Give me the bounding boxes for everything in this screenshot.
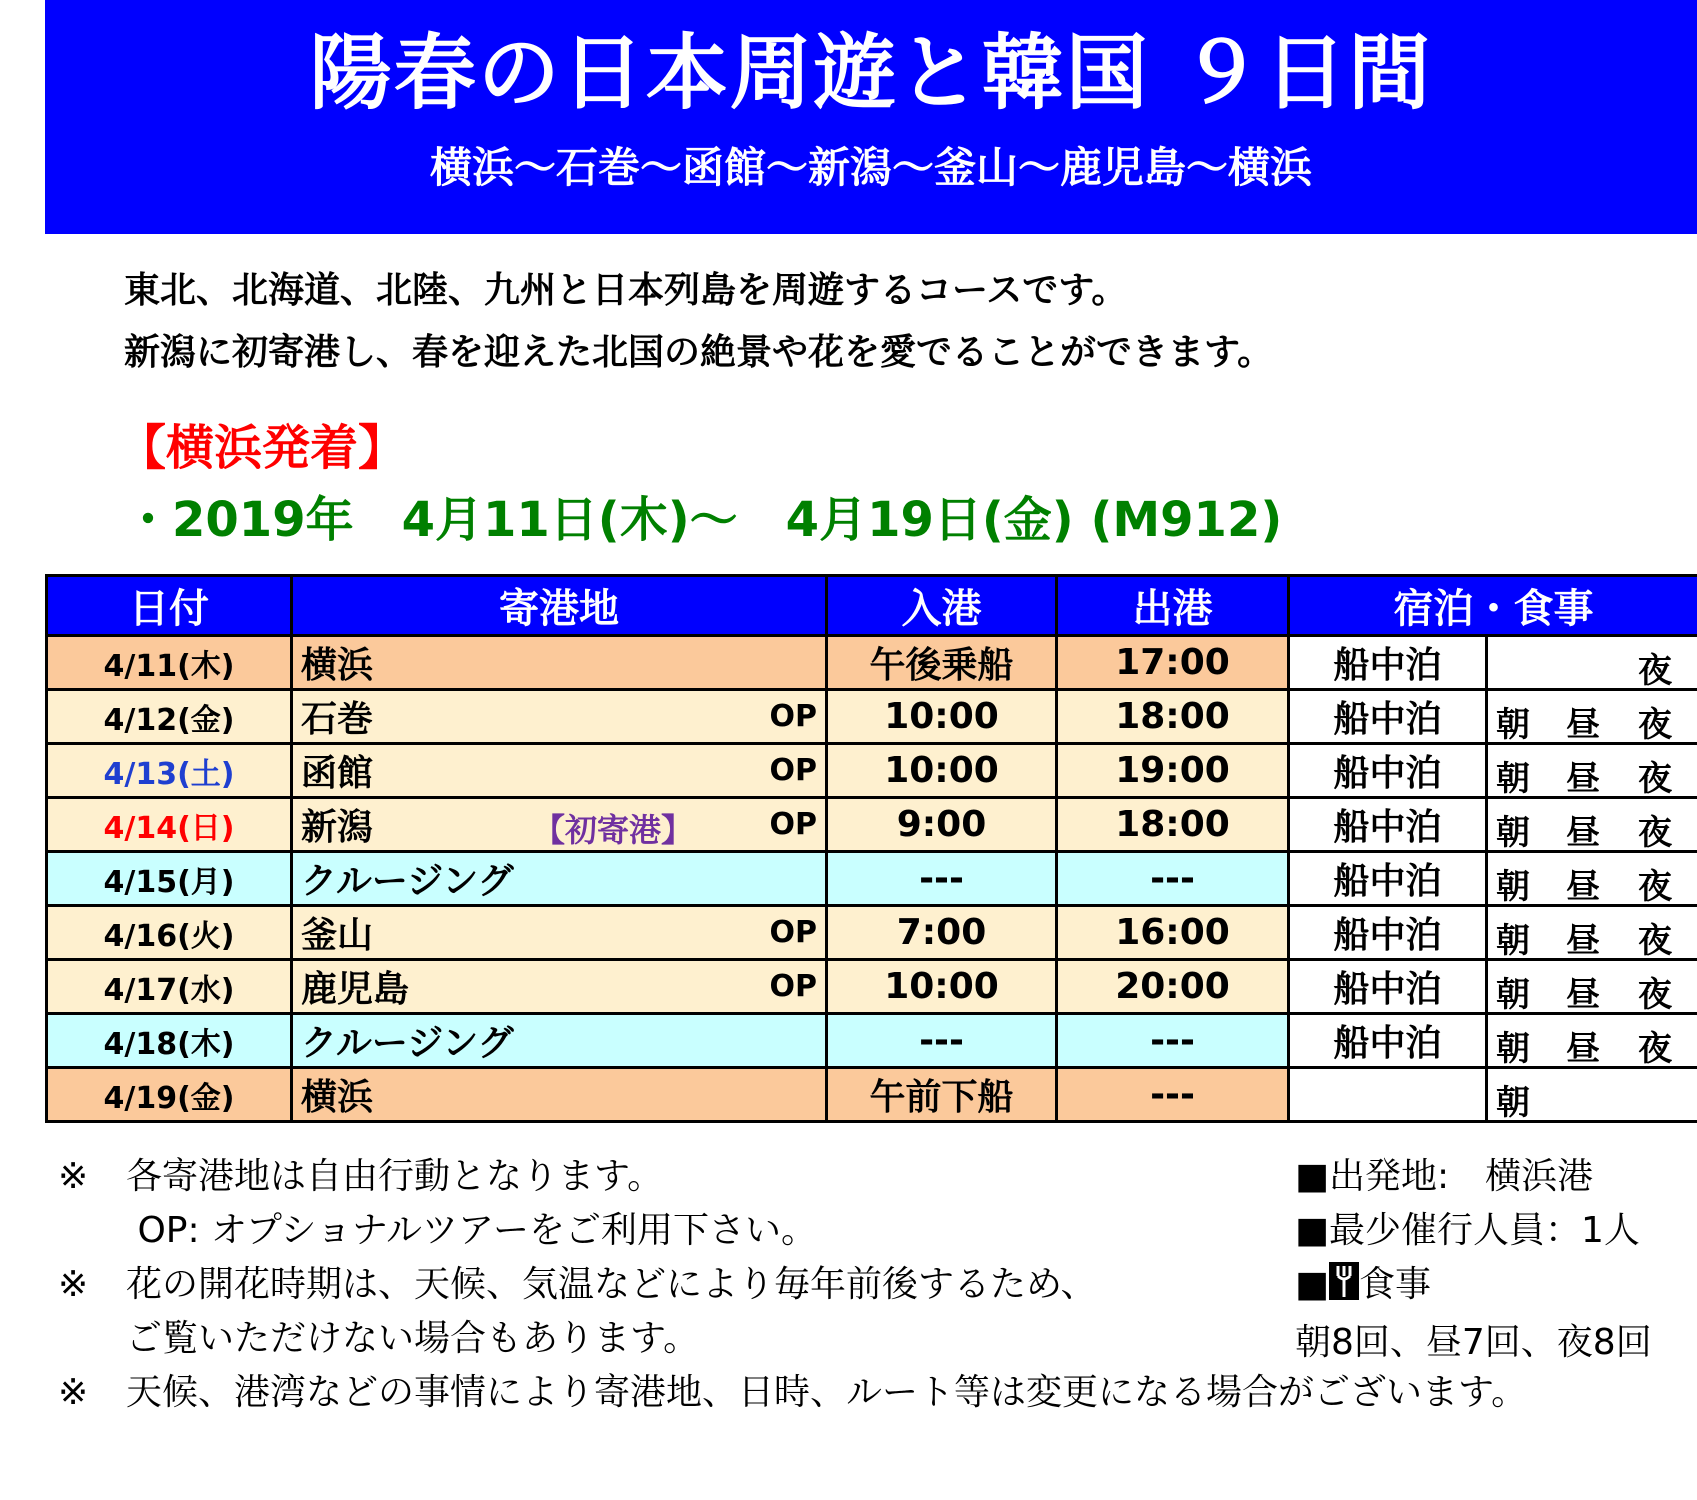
table-row [47, 744, 1697, 798]
cell-departure: 17:00 [1057, 636, 1289, 690]
cell-meals [1487, 690, 1697, 744]
table-header-row [47, 576, 1697, 636]
header-date: 日付 [47, 576, 292, 636]
port-name: 石巻 [301, 699, 374, 740]
meal-breakfast: 朝 [1496, 1029, 1530, 1068]
note-1-text: 各寄港地は自由行動となります。 [126, 1156, 664, 1197]
fork-knife-icon [1329, 1262, 1359, 1316]
cell-departure: 19:00 [1057, 744, 1289, 798]
meal-dinner: 夜 [1638, 975, 1672, 1014]
table-row [47, 636, 1697, 690]
cell-port [292, 690, 827, 744]
note-mark: ※ [58, 1264, 89, 1305]
cell-stay: 船中泊 [1289, 1014, 1487, 1068]
cell-port [292, 906, 827, 960]
table-row [47, 960, 1697, 1014]
note-1-op-text: OP: オプショナルツアーをご利用下さい。 [126, 1210, 817, 1251]
optional-tour-label: OP [769, 969, 817, 1004]
cell-departure: 18:00 [1057, 690, 1289, 744]
tour-info [1295, 1150, 1652, 1370]
cell-stay: 船中泊 [1289, 690, 1487, 744]
table-row [47, 690, 1697, 744]
cell-port [292, 636, 827, 690]
cell-port [292, 852, 827, 906]
info-minimum-participants: ■最少催行人員：1人 [1295, 1210, 1640, 1251]
port-name: 鹿児島 [301, 969, 410, 1010]
cell-arrival: 10:00 [827, 744, 1057, 798]
port-name: 釜山 [301, 915, 374, 956]
cell-arrival: 午後乗船 [827, 636, 1057, 690]
optional-tour-label: OP [769, 753, 817, 788]
route-subtitle: 横浜～石巻～函館～新潟～釜山～鹿児島～横浜 [429, 143, 1312, 192]
meal-lunch: 昼 [1566, 921, 1600, 960]
info-departure-port: ■出発地: 横浜港 [1295, 1156, 1594, 1197]
cell-date: 4/13(土) [47, 744, 292, 798]
cell-departure: --- [1057, 1014, 1289, 1068]
cell-meals [1487, 744, 1697, 798]
info-meals-bullet: ■ [1295, 1264, 1330, 1305]
meal-breakfast: 朝 [1496, 1083, 1530, 1122]
meal-dinner: 夜 [1638, 867, 1672, 906]
table-row [47, 906, 1697, 960]
cell-date: 4/11(木) [47, 636, 292, 690]
table-row [47, 798, 1697, 852]
cell-arrival: --- [827, 852, 1057, 906]
cell-port [292, 960, 827, 1014]
port-name: クルージング [301, 861, 514, 902]
note-3-text: 天候、港湾などの事情により寄港地、日時、ルート等は変更になる場合がございます。 [126, 1372, 1528, 1413]
departure-label: 【横浜発着】 [118, 420, 407, 476]
cell-port [292, 1068, 827, 1122]
header-stay-meals: 宿泊・食事 [1289, 576, 1697, 636]
cell-date: 4/17(水) [47, 960, 292, 1014]
optional-tour-label: OP [769, 699, 817, 734]
cell-port [292, 744, 827, 798]
cell-meals [1487, 852, 1697, 906]
meal-breakfast: 朝 [1496, 759, 1530, 798]
cell-date: 4/12(金) [47, 690, 292, 744]
cell-stay: 船中泊 [1289, 852, 1487, 906]
cell-date: 4/15(月) [47, 852, 292, 906]
cell-port [292, 798, 827, 852]
meal-lunch: 昼 [1566, 975, 1600, 1014]
first-call-badge: 【初寄港】 [533, 811, 694, 849]
optional-tour-label: OP [769, 915, 817, 950]
cell-departure: 18:00 [1057, 798, 1289, 852]
header-banner [45, 0, 1697, 234]
note-2-text-cont: ご覧いただけない場合もあります。 [126, 1318, 700, 1359]
cell-arrival: 午前下船 [827, 1068, 1057, 1122]
departure-dates: ・2019年 4月11日(木)～ 4月19日(金) (M912) [124, 492, 1283, 548]
meal-dinner: 夜 [1638, 813, 1672, 852]
note-mark: ※ [58, 1156, 89, 1197]
meal-lunch: 昼 [1566, 813, 1600, 852]
meal-breakfast: 朝 [1496, 921, 1530, 960]
cell-meals [1487, 906, 1697, 960]
schedule-table [45, 574, 1697, 1123]
port-name: 新潟 [301, 807, 374, 848]
meal-breakfast: 朝 [1496, 705, 1530, 744]
cell-date: 4/16(火) [47, 906, 292, 960]
table-row [47, 1068, 1697, 1122]
meal-dinner: 夜 [1638, 759, 1672, 798]
cell-arrival: 10:00 [827, 960, 1057, 1014]
cell-port [292, 1014, 827, 1068]
cell-date: 4/14(日) [47, 798, 292, 852]
cell-stay: 船中泊 [1289, 744, 1487, 798]
cell-arrival: 7:00 [827, 906, 1057, 960]
cell-arrival: 10:00 [827, 690, 1057, 744]
optional-tour-label: OP [769, 807, 817, 842]
table-row [47, 1014, 1697, 1068]
note-2-text: 花の開花時期は、天候、気温などにより毎年前後するため、 [126, 1264, 1097, 1305]
port-name: 函館 [301, 753, 374, 794]
port-name: クルージング [301, 1023, 514, 1064]
cell-departure: 20:00 [1057, 960, 1289, 1014]
header-departure: 出港 [1057, 576, 1289, 636]
info-meals-label: 食事 [1359, 1264, 1432, 1305]
cell-stay: 船中泊 [1289, 636, 1487, 690]
cell-stay: 船中泊 [1289, 960, 1487, 1014]
meal-dinner: 夜 [1638, 651, 1672, 690]
port-name: 横浜 [301, 1077, 374, 1118]
cell-meals [1487, 1068, 1697, 1122]
cell-stay [1289, 1068, 1487, 1122]
cell-meals [1487, 1014, 1697, 1068]
cell-meals [1487, 960, 1697, 1014]
cell-stay: 船中泊 [1289, 798, 1487, 852]
cell-departure: 16:00 [1057, 906, 1289, 960]
meal-lunch: 昼 [1566, 1029, 1600, 1068]
cell-departure: --- [1057, 852, 1289, 906]
meal-dinner: 夜 [1638, 1029, 1672, 1068]
meal-breakfast: 朝 [1496, 975, 1530, 1014]
meal-lunch: 昼 [1566, 705, 1600, 744]
port-name: 横浜 [301, 645, 374, 686]
cell-stay: 船中泊 [1289, 906, 1487, 960]
page-title: 陽春の日本周遊と韓国 ９日間 [309, 26, 1433, 121]
header-arrival: 入港 [827, 576, 1057, 636]
meal-lunch: 昼 [1566, 759, 1600, 798]
meal-breakfast: 朝 [1496, 867, 1530, 906]
cell-departure: --- [1057, 1068, 1289, 1122]
info-meals-count: 朝8回、昼7回、夜8回 [1295, 1322, 1652, 1363]
cell-meals [1487, 636, 1697, 690]
cell-date: 4/18(木) [47, 1014, 292, 1068]
meal-lunch: 昼 [1566, 867, 1600, 906]
note-mark: ※ [58, 1372, 89, 1413]
cell-meals [1487, 798, 1697, 852]
intro-line-1: 東北、北海道、北陸、九州と日本列島を周遊するコースです。 [124, 270, 1128, 311]
note-3 [58, 1366, 1527, 1420]
intro-text [124, 260, 1273, 384]
cell-arrival: 9:00 [827, 798, 1057, 852]
cell-date: 4/19(金) [47, 1068, 292, 1122]
intro-line-2: 新潟に初寄港し、春を迎えた北国の絶景や花を愛でることができます。 [124, 332, 1274, 373]
info-meals [1295, 1258, 1652, 1316]
meal-dinner: 夜 [1638, 921, 1672, 960]
cell-arrival: --- [827, 1014, 1057, 1068]
header-port: 寄港地 [292, 576, 827, 636]
meal-breakfast: 朝 [1496, 813, 1530, 852]
table-row [47, 852, 1697, 906]
meal-dinner: 夜 [1638, 705, 1672, 744]
